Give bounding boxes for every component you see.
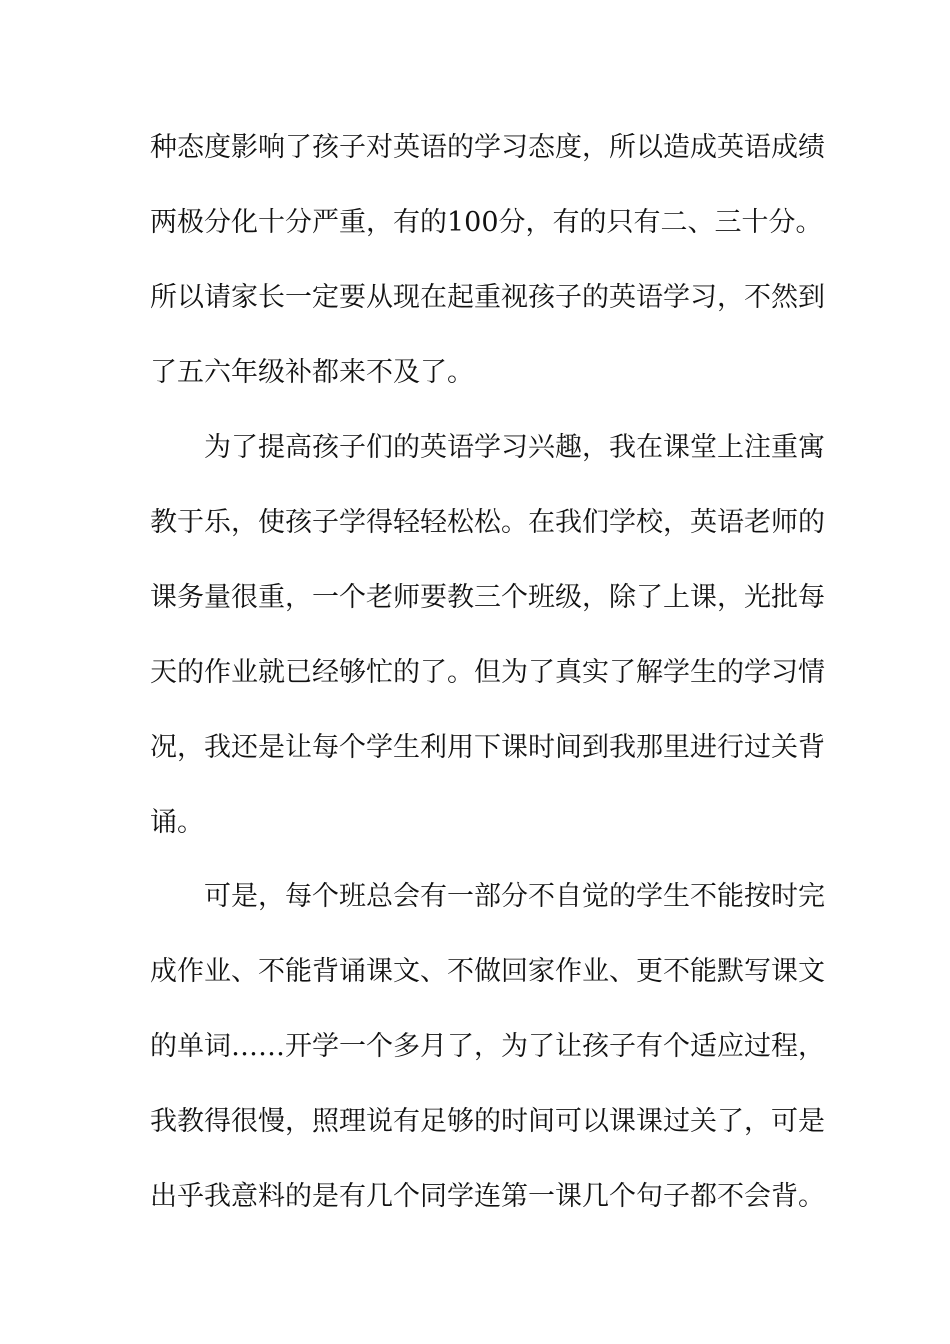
text-line: 我教得很慢，照理说有足够的时间可以课课过关了，可是	[150, 1106, 825, 1137]
text-line: 可是，每个班总会有一部分不自觉的学生不能按时完	[204, 881, 825, 912]
text-line: 天的作业就已经够忙的了。但为了真实了解学生的学习情	[150, 657, 825, 688]
text-line: 教于乐，使孩子学得轻轻松松。在我们学校，英语老师的	[150, 507, 825, 538]
text-line: 的单词……开学一个多月了，为了让孩子有个适应过程，	[150, 1031, 825, 1062]
text-line: 种态度影响了孩子对英语的学习态度，所以造成英语成绩	[150, 132, 825, 163]
text-line: 所以请家长一定要从现在起重视孩子的英语学习，不然到	[150, 282, 825, 313]
text-line: 诵。	[150, 807, 204, 838]
text-line: 两极分化十分严重，有的100分，有的只有二、三十分。	[150, 207, 823, 238]
text-line: 了五六年级补都来不及了。	[150, 357, 474, 388]
text-line: 出乎我意料的是有几个同学连第一课几个句子都不会背。	[150, 1181, 825, 1212]
text-line: 为了提高孩子们的英语学习兴趣，我在课堂上注重寓	[204, 432, 825, 463]
text-line: 课务量很重，一个老师要教三个班级，除了上课，光批每	[150, 582, 825, 613]
text-line: 成作业、不能背诵课文、不做回家作业、更不能默写课文	[150, 956, 825, 987]
text-line: 况，我还是让每个学生利用下课时间到我那里进行过关背	[150, 732, 825, 763]
